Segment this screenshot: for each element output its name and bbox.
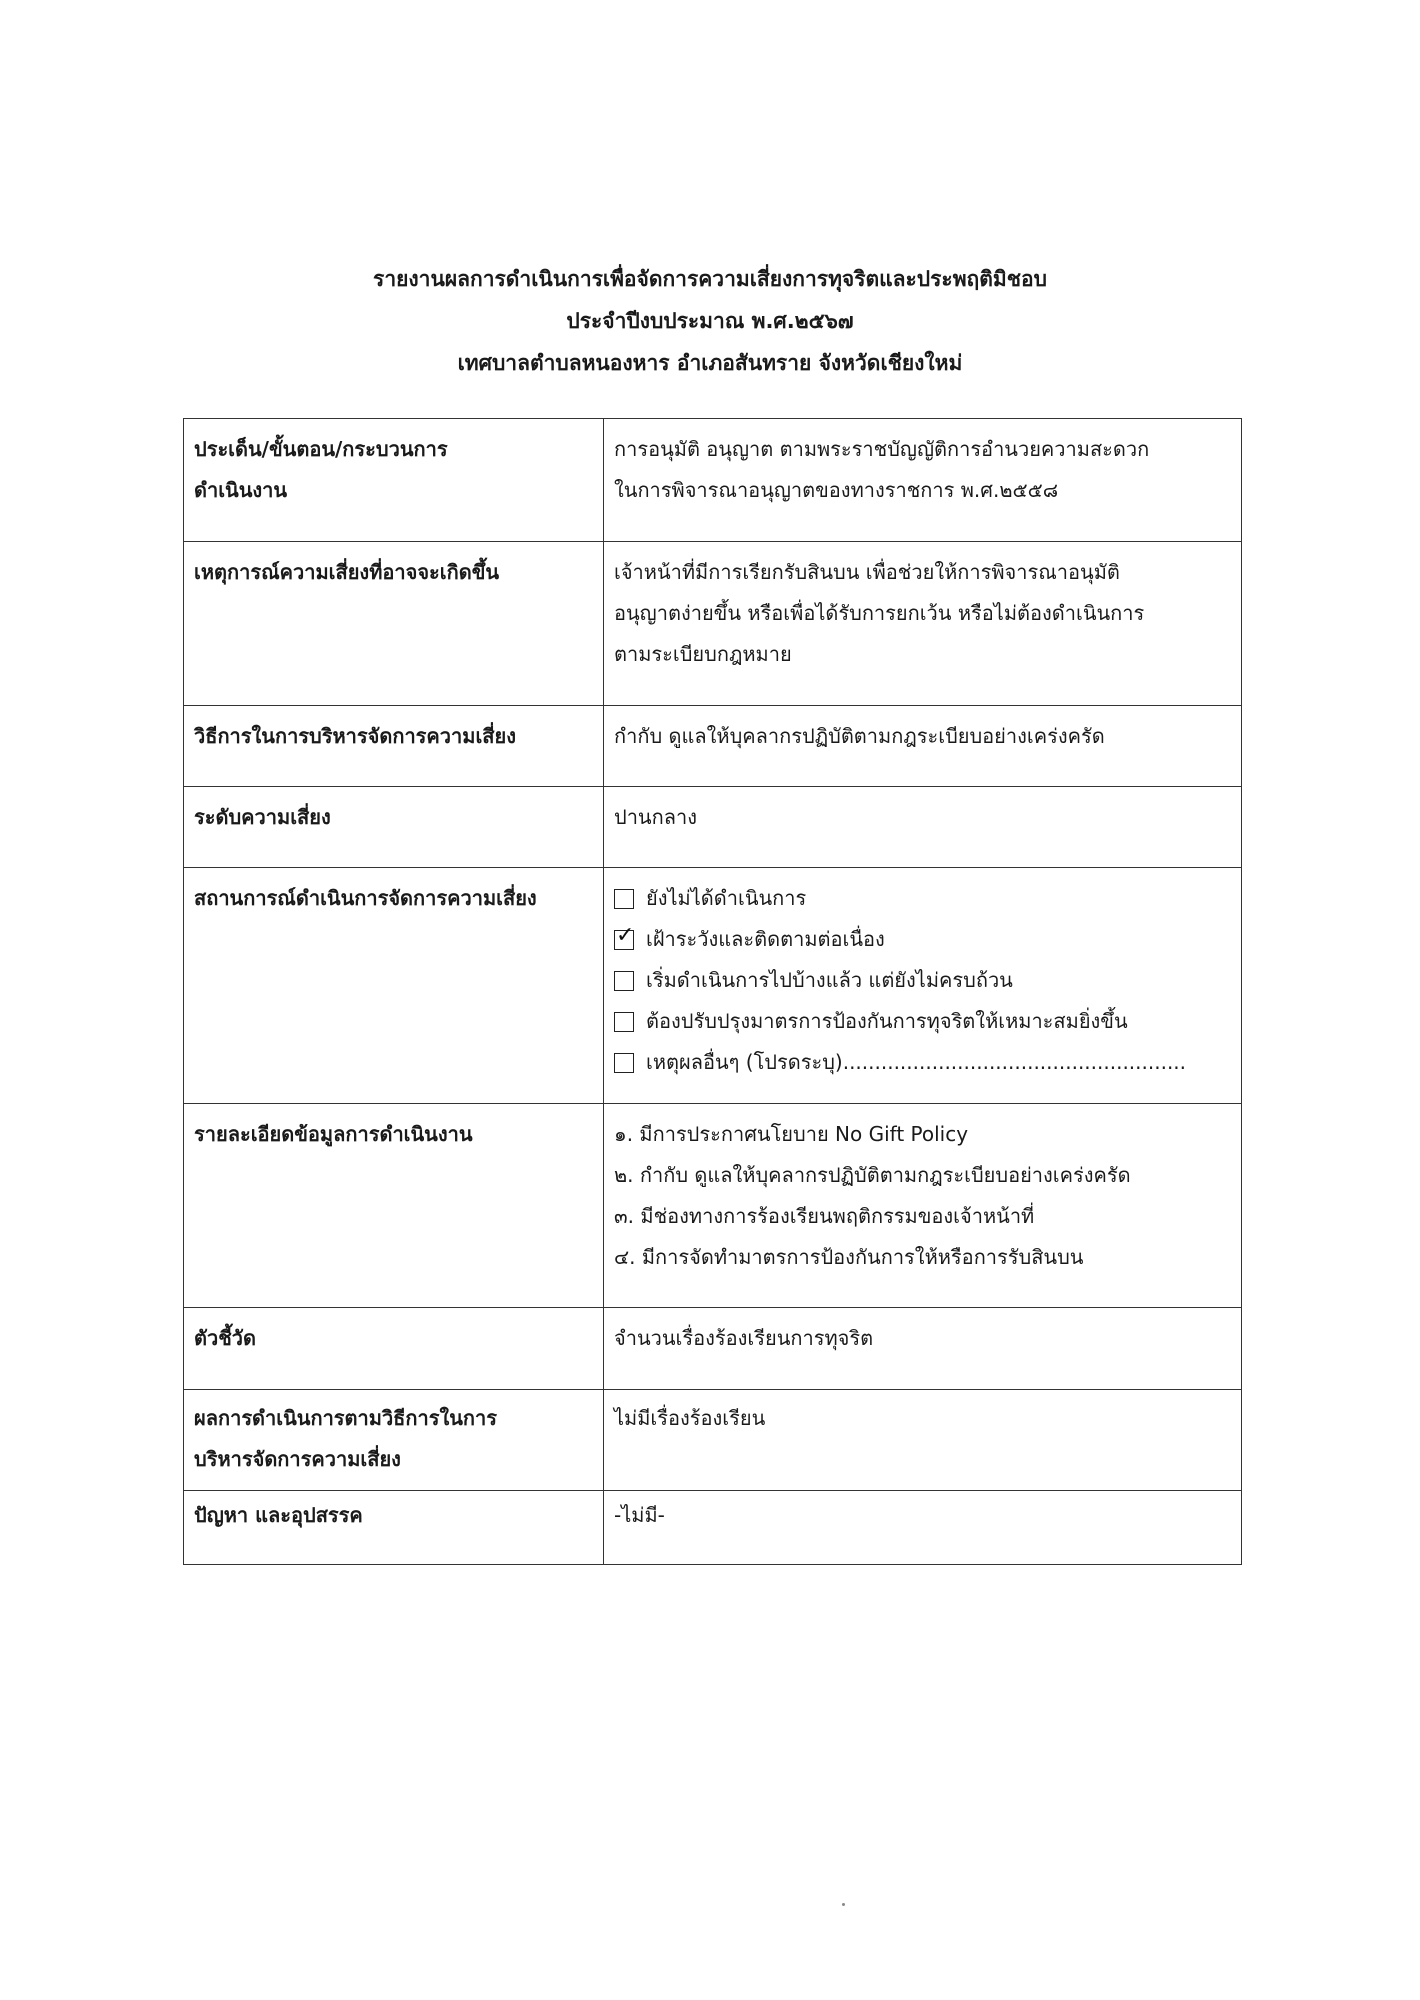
row-details xyxy=(184,1104,1242,1308)
row-risk-event xyxy=(184,542,1242,706)
checkbox-monitoring-checked[interactable] xyxy=(614,922,635,950)
status-option: เริ่มดำเนินการไปบ้างแล้ว แต่ยังไม่ครบถ้วน xyxy=(614,960,1231,1001)
list-item: ๔. มีการจัดทำมาตรการป้องกันการให้หรือการรับสินบน xyxy=(614,1245,1084,1269)
status-option: เหตุผลอื่นๆ (โปรดระบุ) ...................................................... xyxy=(614,1042,1231,1083)
status-label: สถานการณ์ดำเนินการจัดการความเสี่ยง xyxy=(184,868,604,1104)
status-option: ✓ เฝ้าระวังและติดตามต่อเนื่อง xyxy=(616,922,885,951)
indicator-label: ตัวชี้วัด xyxy=(184,1308,604,1390)
municipality-line: เทศบาลตำบลหนองหาร อำเภอสันทราย จังหวัดเชียงใหม่ xyxy=(457,351,963,375)
specify-blank: ...................................................... xyxy=(842,1050,1187,1074)
row-indicator xyxy=(184,1308,1242,1390)
checkbox-not-started[interactable] xyxy=(614,889,634,909)
fiscal-year-line: ประจำปีงบประมาณ พ.ศ.๒๕๖๗ xyxy=(566,309,854,333)
process-label: ประเด็น/ขั้นตอน/กระบวนการ ดำเนินงาน xyxy=(184,419,604,542)
risk-event-value: เจ้าหน้าที่มีการเรียกรับสินบน เพื่อช่วยให้การพิจารณาอนุมัติ อนุญาตง่ายขึ้น หรือเพื่อได้รับการยกเว้น หรือไม่ต้องดำเนินการ ตามระเบียบกฎหมาย xyxy=(604,542,1242,706)
status-option: ยังไม่ได้ดำเนินการ xyxy=(614,878,1231,919)
row-method xyxy=(184,706,1242,787)
check-mark-icon: ✓ xyxy=(616,922,635,948)
risk-level-value: ปานกลาง xyxy=(604,787,1242,868)
row-status xyxy=(184,868,1242,1104)
details-label: รายละเอียดข้อมูลการดำเนินงาน xyxy=(184,1104,604,1308)
status-option: ต้องปรับปรุงมาตรการป้องกันการทุจริตให้เหมาะสมยิ่งขึ้น xyxy=(614,1001,1231,1042)
details-list xyxy=(604,1104,1242,1308)
checkbox-improve-measures[interactable] xyxy=(614,1012,634,1032)
result-label: ผลการดำเนินการตามวิธีการในการ บริหารจัดการความเสี่ยง xyxy=(184,1390,604,1491)
checkbox-other-reason[interactable] xyxy=(614,1053,634,1073)
risk-event-label: เหตุการณ์ความเสี่ยงที่อาจจะเกิดขึ้น xyxy=(184,542,604,706)
indicator-value: จำนวนเรื่องร้องเรียนการทุจริต xyxy=(604,1308,1242,1390)
problems-value: -ไม่มี- xyxy=(604,1491,1242,1565)
result-value: ไม่มีเรื่องร้องเรียน xyxy=(604,1390,1242,1491)
process-value: การอนุมัติ อนุญาต ตามพระราชบัญญัติการอำนวยความสะดวก ในการพิจารณาอนุญาตของทางราชการ พ.ศ.๒๕๕๘ xyxy=(604,419,1242,542)
status-options xyxy=(604,868,1242,1104)
method-label: วิธีการในการบริหารจัดการความเสี่ยง xyxy=(184,706,604,787)
risk-level-label: ระดับความเสี่ยง xyxy=(184,787,604,868)
risk-report-table xyxy=(183,418,1242,1565)
report-header xyxy=(0,258,1420,384)
row-process xyxy=(184,419,1242,542)
report-title: รายงานผลการดำเนินการเพื่อจัดการความเสี่ยงการทุจริตและประพฤติมิชอบ xyxy=(373,267,1047,291)
problems-label: ปัญหา และอุปสรรค xyxy=(184,1491,604,1565)
row-problems xyxy=(184,1491,1242,1565)
list-item: ๓. มีช่องทางการร้องเรียนพฤติกรรมของเจ้าหน้าที่ xyxy=(614,1204,1035,1228)
list-item: ๒. กำกับ ดูแลให้บุคลากรปฏิบัติตามกฎระเบียบอย่างเคร่งครัด xyxy=(614,1163,1131,1187)
row-result xyxy=(184,1390,1242,1491)
row-risk-level xyxy=(184,787,1242,868)
checkbox-partially-done[interactable] xyxy=(614,971,634,991)
method-value: กำกับ ดูแลให้บุคลากรปฏิบัติตามกฎระเบียบอย่างเคร่งครัด xyxy=(604,706,1242,787)
scan-speck xyxy=(842,1903,845,1906)
list-item: ๑. มีการประกาศนโยบาย No Gift Policy xyxy=(614,1122,969,1146)
